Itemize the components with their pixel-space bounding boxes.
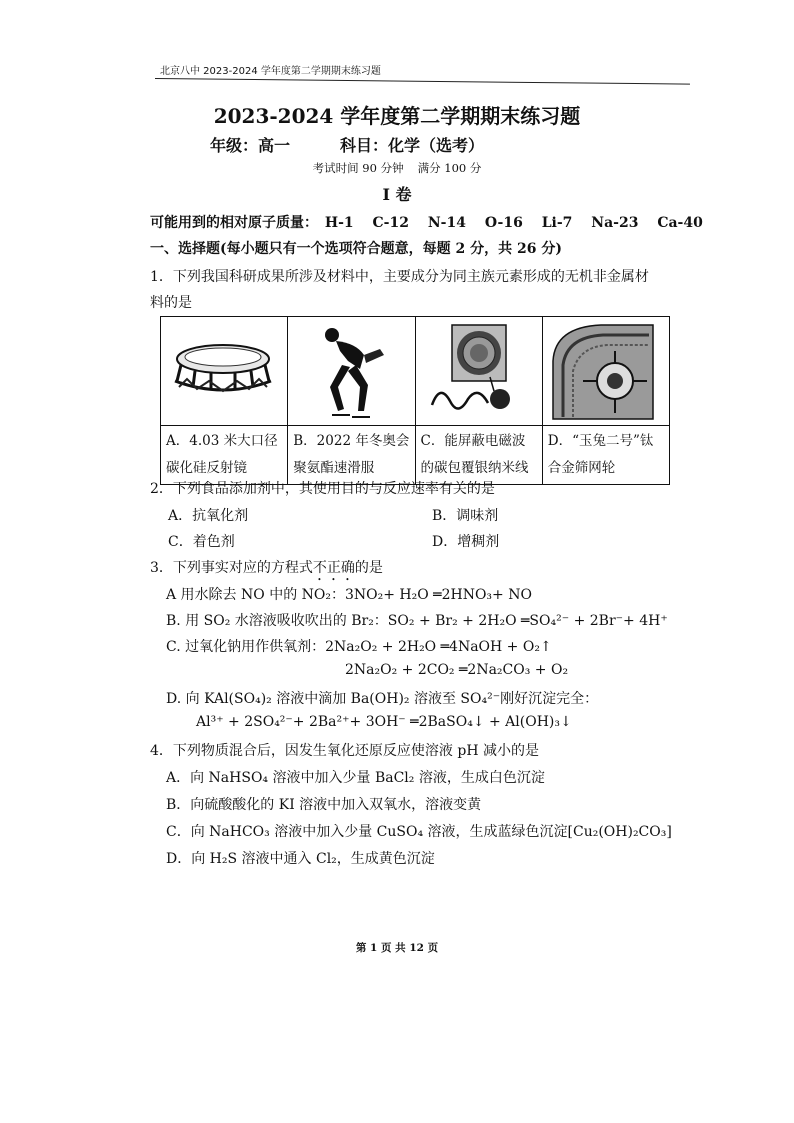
volume-label: I 卷 [382, 185, 412, 204]
q3-option-b: B. 用 SO₂ 水溶液吸收吹出的 Br₂：SO₂ + Br₂ + 2H₂O ═SO₄²⁻ + 2Br⁻+ 4H⁺ [166, 613, 668, 629]
q2-option-b: B．调味剂 [432, 508, 499, 524]
exam-time: 考试时间 90 分钟 [312, 161, 404, 175]
atomic-mass-item: Na-23 [591, 215, 639, 231]
page-footer: 第 1 页 共 12 页 [355, 942, 439, 954]
atomic-mass-label: 可能用到的相对原子质量： [150, 215, 318, 231]
q1-option-a-caption: A．4.03 米大口径碳化硅反射镜 [166, 433, 278, 476]
q3-option-c-line1: C. 过氧化钠用作供氧剂：2Na₂O₂ + 2H₂O ═4NaOH + O₂↑ [166, 639, 552, 655]
q1-options-table [160, 316, 670, 485]
atomic-mass-item: O-16 [484, 215, 523, 231]
q3-stem-emphasis: 不正确 [312, 560, 355, 576]
telescope-mirror-photo [161, 317, 287, 426]
q3-option-d-line2: Al³⁺ + 2SO₄²⁻+ 2Ba²⁺+ 3OH⁻ ═2BaSO₄↓ + Al(OH)₃↓ [196, 714, 572, 730]
q2-option-a: A．抗氧化剂 [168, 508, 249, 524]
q3-option-c-line2: 2Na₂O₂ + 2CO₂ ═2Na₂CO₃ + O₂ [345, 662, 569, 678]
q1-option-c-caption: C．能屏蔽电磁波的碳包覆银纳米线 [420, 433, 529, 476]
q3-option-a: A 用水除去 NO 中的 NO₂：3NO₂+ H₂O ═2HNO₃+ NO [166, 587, 532, 603]
subject-label: 科目：化学（选考） [340, 136, 485, 155]
q1-option-b [288, 317, 415, 485]
exam-info [0, 160, 794, 176]
q1-option-b-caption: B．2022 年冬奥会聚氨酯速滑服 [293, 433, 410, 476]
atomic-mass-line [150, 212, 717, 232]
q3-stem-post: 的是 [354, 560, 383, 576]
rover-wheel-photo [543, 317, 669, 426]
q4-option-d: D．向 H₂S 溶液中通入 Cl₂，生成黄色沉淀 [166, 851, 435, 867]
q1-option-c [415, 317, 542, 485]
q1-stem-line2: 料的是 [150, 295, 192, 311]
q1-option-d-caption: D．“玉兔二号”钛合金筛网轮 [547, 433, 654, 476]
q1-stem-line1: 1．下列我国科研成果所涉及材料中，主要成分为同主族元素形成的无机非金属材 [150, 269, 649, 285]
q1-option-a [161, 317, 288, 485]
page-header: 北京八中 2023-2024 学年度第二学期期末练习题 [160, 66, 381, 77]
q4-option-a: A．向 NaHSO₄ 溶液中加入少量 BaCl₂ 溶液，生成白色沉淀 [166, 770, 545, 786]
page-title: 2023-2024 学年度第二学期期末练习题 [213, 104, 581, 128]
atomic-mass-item: Ca-40 [657, 215, 703, 231]
q2-option-d: D．增稠剂 [432, 534, 500, 550]
q4-stem: 4．下列物质混合后，因发生氧化还原反应使溶液 pH 减小的是 [150, 743, 539, 759]
q4-option-c: C．向 NaHCO₃ 溶液中加入少量 CuSO₄ 溶液，生成蓝绿色沉淀[Cu₂(OH)₂CO₃] [166, 824, 672, 840]
exam-score: 满分 100 分 [417, 161, 482, 175]
section-heading: 一、选择题(每小题只有一个选项符合题意，每题 2 分，共 26 分) [150, 241, 562, 257]
q3-stem [150, 557, 383, 584]
q2-stem: 2．下列食品添加剂中，其使用目的与反应速率有关的是 [150, 481, 495, 497]
speed-skater-photo [288, 317, 414, 426]
q1-option-d [542, 317, 669, 485]
exam-subtitle [210, 133, 484, 156]
atomic-mass-item: Li-7 [541, 215, 573, 231]
q3-stem-pre: 3．下列事实对应的方程式 [150, 560, 313, 576]
atomic-mass-item: H-1 [324, 215, 354, 231]
nanowire-photo [416, 317, 542, 426]
header-divider [155, 78, 690, 85]
q4-option-b: B．向硫酸酸化的 KI 溶液中加入双氧水，溶液变黄 [166, 797, 482, 813]
atomic-mass-item: C-12 [372, 215, 409, 231]
q3-option-d-line1: D. 向 KAl(SO₄)₂ 溶液中滴加 Ba(OH)₂ 溶液至 SO₄²⁻刚好沉淀完全： [166, 691, 599, 707]
grade-label: 年级：高一 [210, 136, 291, 155]
atomic-mass-item: N-14 [427, 215, 466, 231]
q2-option-c: C．着色剂 [168, 534, 235, 550]
